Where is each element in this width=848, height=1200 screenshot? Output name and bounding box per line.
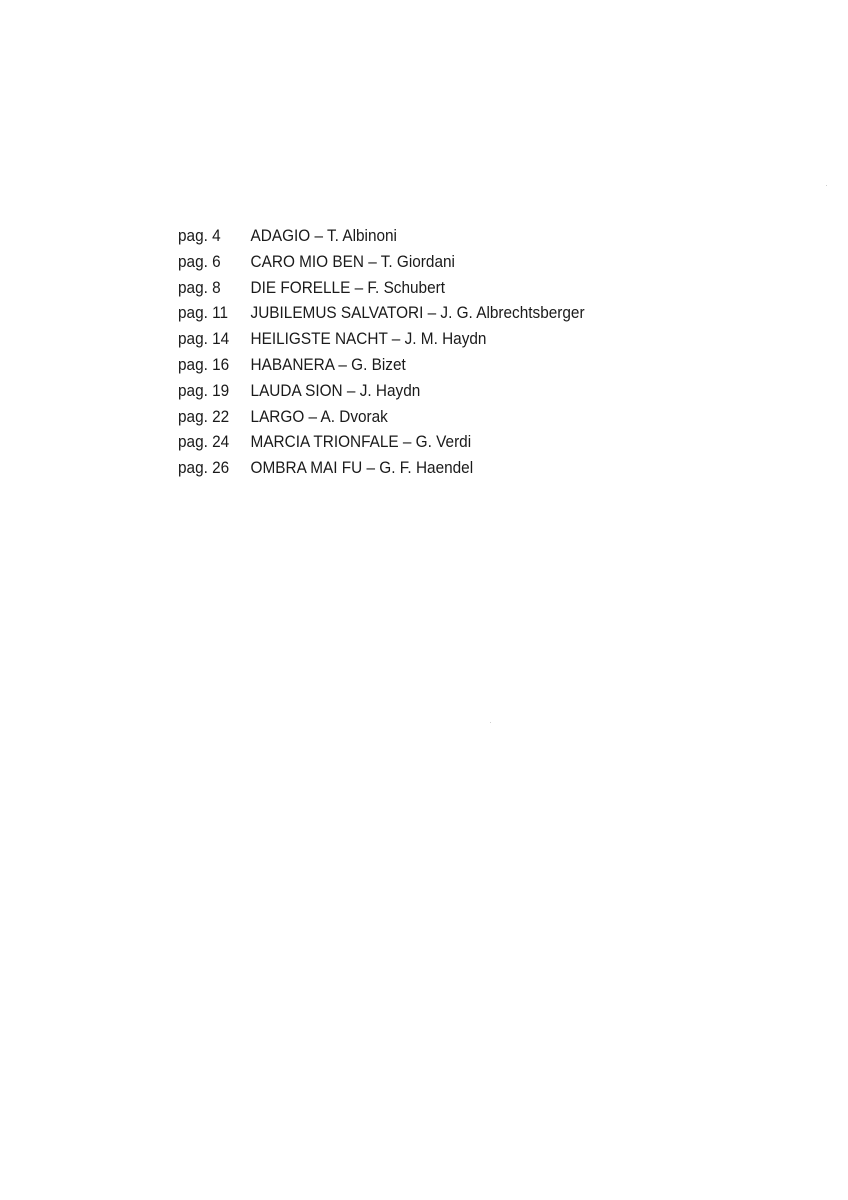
toc-title: HABANERA – G. Bizet [250, 355, 406, 374]
toc-title: OMBRA MAI FU – G. F. Haendel [250, 459, 474, 478]
toc-title: CARO MIO BEN – T. Giordani [250, 252, 455, 271]
toc-entry [178, 353, 585, 379]
toc-entry [178, 301, 585, 327]
scan-speck [826, 185, 827, 186]
toc-title: JUBILEMUS SALVATORI – J. G. Albrechtsberger [250, 304, 585, 323]
toc-page-number: pag. 4 [178, 227, 221, 245]
toc-title: HEILIGSTE NACHT – J. M. Haydn [250, 330, 487, 349]
toc-page-number: pag. 16 [178, 355, 230, 374]
toc-entry [178, 327, 585, 353]
toc-page-number: pag. 19 [178, 381, 230, 400]
toc-entry [178, 456, 585, 482]
toc-title: LARGO – A. Dvorak [250, 407, 388, 426]
toc-entry [178, 430, 585, 456]
toc-entry [178, 276, 585, 302]
toc-title: LAUDA SION – J. Haydn [250, 381, 421, 400]
toc-page-number: pag. 6 [178, 252, 221, 271]
toc-page-number: pag. 24 [178, 433, 230, 452]
toc-entry [178, 379, 585, 405]
toc-title: ADAGIO – T. Albinoni [250, 227, 397, 245]
toc-title: MARCIA TRIONFALE – G. Verdi [250, 433, 472, 452]
toc-page-number: pag. 14 [178, 330, 230, 349]
toc-title: DIE FORELLE – F. Schubert [250, 278, 445, 297]
scan-speck [490, 722, 491, 723]
toc-entry [178, 250, 585, 276]
toc-page-number: pag. 22 [178, 407, 230, 426]
table-of-contents [178, 224, 615, 482]
toc-entry [178, 224, 585, 250]
toc-page-number: pag. 8 [178, 278, 221, 297]
toc-entry [178, 405, 585, 431]
toc-page-number: pag. 26 [178, 459, 230, 478]
toc-page-number: pag. 11 [178, 304, 229, 323]
